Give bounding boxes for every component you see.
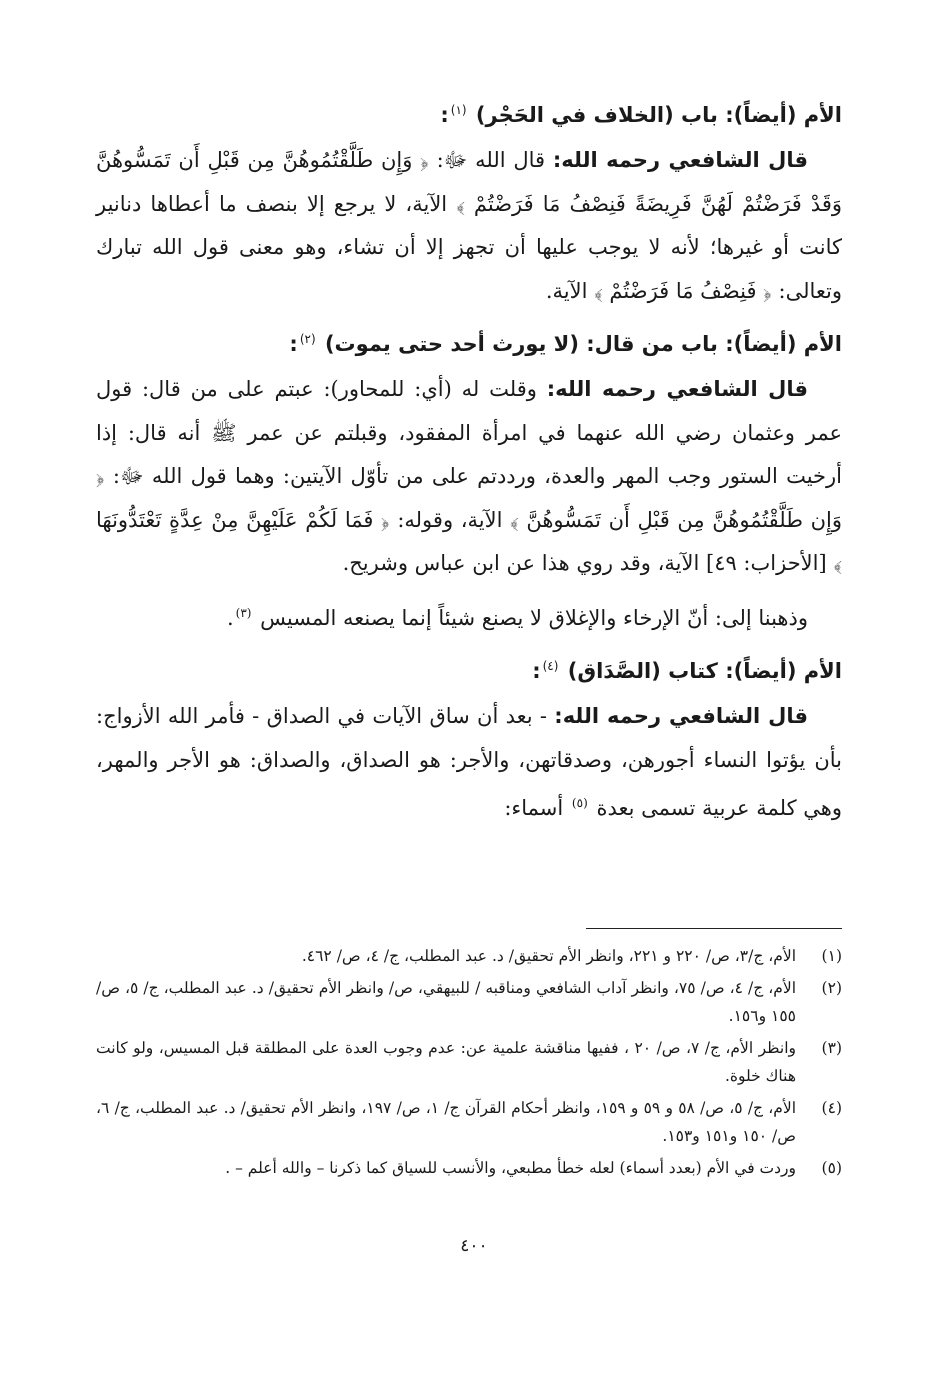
paragraph-end: . (226, 605, 234, 630)
footnote-text: الأم، ج/ ٤، ص/ ٧٥، وانظر آداب الشافعي ومناقبه / للبيهقي، ص/ وانظر الأم تحقيق/ د. عبد المطلب، ج/ ٥، ص/ ١٥٥ و١٥٦. (96, 979, 796, 1025)
heading-text: الأم (أيضاً): باب (الخلاف في الحَجْر) (475, 103, 842, 127)
paragraph-end: أسماء: (504, 796, 564, 820)
page-number: ٤٠٠ (460, 1236, 488, 1256)
paragraph-text: وقلت له (أي: للمحاور): عبتم على من قال: قول عمر وعثمان رضي الله عنهما في امرأة المفقود، وقبلتم عن عمر ﷺ أنه قال: إذا أرخيت الستور وجب المهر والعدة، ورددتم على من تأوّل الآيتين: وهما قول الله ﷻ: ﴿ وَإِن طَلَّقْتُمُوهُنَّ مِن قَبْلِ أَن تَمَسُّوهُنَّ ﴾ الآية، وقوله: ﴿ فَمَا لَكُمْ عَلَيْهِنَّ مِنْ عِدَّةٍ تَعْتَدُّونَهَا ﴾ [الأحزاب: ٤٩] الآية، وقد روي هذا عن ابن عباس وشريح. (96, 377, 842, 575)
footnote-ref: (٣) (235, 605, 252, 620)
footnote (96, 974, 842, 1030)
paragraph (96, 592, 842, 641)
footnote-number: (٣) (821, 1039, 842, 1057)
footnote (96, 1034, 842, 1090)
paragraph-text: وذهبنا إلى: أنّ الإرخاء والإغلاق لا يصنع شيئاً إنما يصنعه المسيس (260, 605, 808, 630)
footnote-number: (٥) (821, 1159, 842, 1177)
footnote (96, 942, 842, 970)
heading-text: الأم (أيضاً): باب من قال: (لا يورث أحد حتى يموت) (324, 332, 842, 356)
speaker-lead: قال الشافعي رحمه الله: (554, 704, 808, 728)
section-heading-sadaq (96, 646, 842, 691)
section-heading-inheritance (96, 319, 842, 364)
footnote-ref: (٢) (299, 332, 316, 346)
footnote-number: (١) (821, 947, 842, 965)
footnote-divider (586, 928, 842, 929)
speaker-lead: قال الشافعي رحمه الله: (552, 148, 809, 172)
footnote-ref: (٤) (542, 659, 559, 673)
footnote-number: (٢) (821, 979, 842, 997)
footnote-number: (٤) (821, 1099, 842, 1117)
paragraph-text: - بعد أن ساق الآيات في الصداق - فأمر الله الأزواج: بأن يؤتوا النساء أجورهن، وصدقاتهن، والأجر: هو الصداق، والصداق: هو الأجر والمهر، وهي كلمة عربية تسمى بعدة (96, 704, 842, 820)
paragraph-text: قال الله ﷻ: ﴿ وَإِن طَلَّقْتُمُوهُنَّ مِن قَبْلِ أَن تَمَسُّوهُنَّ وَقَدْ فَرَضْتُمْ لَهُنَّ فَرِيضَةً فَنِصْفُ مَا فَرَضْتُمْ ﴾ الآية، لا يرجع إلا بنصف ما أعطاها دنانير كانت أو غيرها؛ لأنه لا يوجب عليها أن تجهز إلا أن تشاء، وهو معنى قول الله تبارك وتعالى: ﴿ فَنِصْفُ مَا فَرَضْتُمْ ﴾ الآية. (96, 148, 842, 303)
heading-colon: : (289, 332, 298, 356)
footnote-ref: (١) (450, 103, 467, 117)
footnote-text: وردت في الأم (بعدد أسماء) لعله خطأ مطبعي، والأنسب للسياق كما ذكرنا – والله أعلم – . (225, 1159, 796, 1177)
footnote (96, 1094, 842, 1150)
footnote (96, 1154, 842, 1182)
footnote-text: وانظر الأم، ج/ ٧، ص/ ٢٠ ، ففيها مناقشة علمية عن: عدم وجوب العدة على المطلقة قبل المسيس، ولو كانت هناك خلوة. (96, 1039, 796, 1085)
footnotes (96, 942, 842, 1186)
speaker-lead: قال الشافعي رحمه الله: (546, 377, 808, 401)
heading-text: الأم (أيضاً): كتاب (الصَّدَاق) (567, 659, 842, 683)
footnote-ref: (٥) (571, 796, 588, 810)
heading-colon: : (532, 659, 541, 683)
paragraph (96, 139, 842, 313)
paragraph (96, 695, 842, 831)
page-body (96, 90, 842, 1177)
heading-colon: : (440, 103, 449, 127)
paragraph (96, 368, 842, 586)
footnote-text: الأم، ج/ ٥، ص/ ٥٨ و ٥٩ و ١٥٩، وانظر أحكام القرآن ج/ ١، ص/ ١٩٧، وانظر الأم تحقيق/ د. عبد المطلب، ج/ ٦، ص/ ١٥٠ و١٥١ و١٥٣. (96, 1099, 797, 1145)
footnote-text: الأم، ج/٣، ص/ ٢٢٠ و ٢٢١، وانظر الأم تحقيق/ د. عبد المطلب، ج/ ٤، ص/ ٤٦٢. (301, 947, 796, 965)
section-heading-hajr (96, 90, 842, 135)
